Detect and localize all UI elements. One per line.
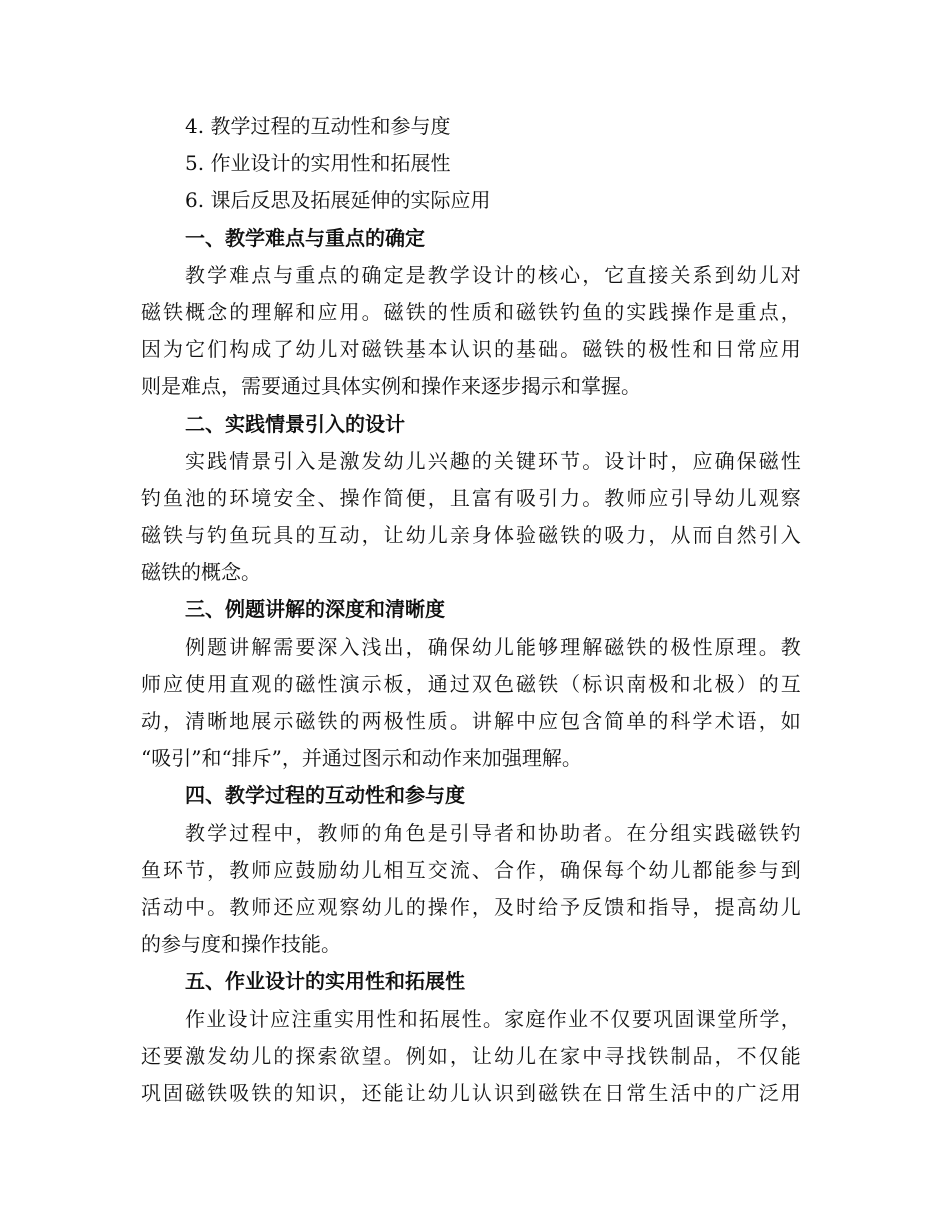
paragraph-line: 还要激发幼儿的探索欲望。例如，让幼儿在家中寻找铁制品，不仅能 (141, 1043, 801, 1068)
paragraph-line: 鱼环节，教师应鼓励幼儿相互交流、合作，确保每个幼儿都能参与到 (141, 857, 801, 882)
section-heading-1: 一、教学难点与重点的确定 (185, 225, 425, 250)
paragraph-line: 巩固磁铁吸铁的知识，还能让幼儿认识到磁铁在日常生活中的广泛用 (141, 1080, 801, 1105)
paragraph-line: 动，清晰地展示磁铁的两极性质。讲解中应包含简单的科学术语，如 (141, 709, 801, 733)
paragraph-line: 作业设计应注重实用性和拓展性。家庭作业不仅要巩固课堂所学， (185, 1006, 801, 1031)
paragraph-line: 实践情景引入是激发幼儿兴趣的关键环节。设计时，应确保磁性 (185, 448, 801, 473)
paragraph-line: “吸引”和“排斥”，并通过图示和动作来加强理解。 (141, 746, 582, 771)
section-heading-4: 四、教学过程的互动性和参与度 (185, 783, 465, 808)
paragraph-line: 活动中。教师还应观察幼儿的操作，及时给予反馈和指导，提高幼儿 (141, 894, 801, 919)
document-page (141, 108, 801, 1112)
paragraph-line: 教学过程中，教师的角色是引导者和协助者。在分组实践磁铁钓 (185, 820, 801, 845)
list-item-6: 6. 课后反思及拓展延伸的实际应用 (185, 188, 491, 213)
paragraph-line: 师应使用直观的磁性演示板，通过双色磁铁（标识南极和北极）的互 (141, 671, 801, 696)
list-item-5: 5. 作业设计的实用性和拓展性 (185, 151, 451, 176)
paragraph-line: 则是难点，需要通过具体实例和操作来逐步揭示和掌握。 (141, 374, 641, 399)
section-heading-5: 五、作业设计的实用性和拓展性 (185, 969, 465, 994)
paragraph-line: 例题讲解需要深入浅出，确保幼儿能够理解磁铁的极性原理。教 (185, 634, 801, 659)
paragraph-line: 磁铁的概念。 (141, 560, 261, 585)
section-heading-3: 三、例题讲解的深度和清晰度 (185, 597, 445, 622)
paragraph-line: 磁铁概念的理解和应用。磁铁的性质和磁铁钓鱼的实践操作是重点， (141, 299, 801, 324)
paragraph-line: 因为它们构成了幼儿对磁铁基本认识的基础。磁铁的极性和日常应用 (141, 337, 801, 362)
paragraph-line: 的参与度和操作技能。 (141, 932, 341, 957)
paragraph-line: 磁铁与钓鱼玩具的互动，让幼儿亲身体验磁铁的吸力，从而自然引入 (141, 523, 801, 548)
section-heading-2: 二、实践情景引入的设计 (185, 411, 405, 436)
paragraph-line: 教学难点与重点的确定是教学设计的核心，它直接关系到幼儿对 (185, 262, 801, 287)
list-item-4: 4. 教学过程的互动性和参与度 (185, 114, 451, 138)
paragraph-line: 钓鱼池的环境安全、操作简便，且富有吸引力。教师应引导幼儿观察 (141, 485, 801, 510)
